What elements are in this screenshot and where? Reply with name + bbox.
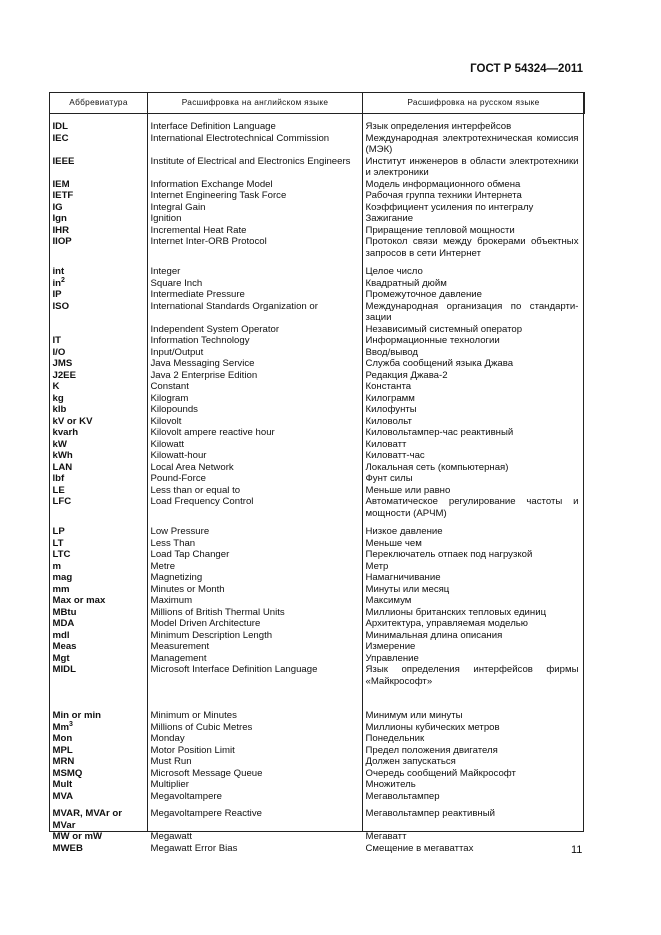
russian-cell: Меньше или равно <box>365 484 451 496</box>
table-row <box>50 427 585 439</box>
russian-cell: Служба сообщений языка Джава <box>365 358 514 369</box>
russian-cell: Рабочая группа техники Интернета <box>365 190 522 201</box>
english-cell: Microsoft Message Queue <box>150 767 263 779</box>
russian-cell: Максимум <box>365 595 412 606</box>
table-row <box>50 831 585 843</box>
table-row <box>50 114 585 133</box>
superscript: 2 <box>61 276 65 284</box>
russian-cell: Киловатт-час <box>365 450 425 461</box>
russian-cell: Зажигание <box>365 213 414 224</box>
abbreviation-cell: MBtu <box>52 606 77 618</box>
english-cell: Less than or equal to <box>150 484 241 496</box>
russian-cell: Язык определения интерфейсов <box>365 121 512 132</box>
table-row <box>50 450 585 462</box>
abbreviation-cell: mdl <box>52 629 70 641</box>
english-cell: Kilovolt <box>150 415 182 427</box>
abbreviation-cell: IEC <box>52 132 69 144</box>
abbreviation-cell: kg <box>52 392 64 404</box>
russian-cell: Киловольт <box>365 415 412 427</box>
table-row <box>50 156 585 179</box>
russian-cell: Множитель <box>365 779 416 790</box>
abbreviation-cell: IIOP <box>52 236 72 247</box>
russian-cell: Язык определения интерфейсов фирмы «Майкрософт» <box>365 664 579 687</box>
english-cell: Square Inch <box>150 277 203 289</box>
english-cell: Kilowatt-hour <box>150 450 207 461</box>
abbreviation-cell: I/O <box>52 346 66 358</box>
table-row <box>50 653 585 665</box>
russian-cell: Должен запускаться <box>365 756 456 767</box>
english-cell: Kilopounds <box>150 404 198 415</box>
russian-cell: Меньше чем <box>365 537 422 549</box>
abbreviation-cell: Min or min <box>52 710 101 721</box>
abbreviation-cell: mm <box>52 583 70 595</box>
english-cell: Ignition <box>150 213 182 224</box>
english-cell: Intermediate Pressure <box>150 289 245 300</box>
table-row <box>50 485 585 497</box>
abbreviation-cell: IHR <box>52 224 70 236</box>
table-row <box>50 561 585 573</box>
table-row <box>50 347 585 359</box>
russian-cell: Коэффициент усиления по интегралу <box>365 201 534 213</box>
abbreviation-cell: K <box>52 381 60 392</box>
abbreviation-cell: JMS <box>52 358 73 369</box>
english-cell: Load Tap Changer <box>150 549 230 560</box>
russian-cell: Минуты или месяц <box>365 583 450 595</box>
russian-cell: Очередь сообщений Майкрософт <box>365 767 516 779</box>
abbreviation-cell: kW <box>52 438 67 450</box>
russian-cell: Приращение тепловой мощности <box>365 224 515 236</box>
english-cell: Metre <box>150 560 176 572</box>
abbreviation-cell: MVAR, MVAr or MVar <box>52 808 122 831</box>
abbreviation-cell: LP <box>52 526 65 537</box>
page-number: 11 <box>571 844 583 856</box>
table-row <box>50 202 585 214</box>
english-cell: Millions of British Thermal Units <box>150 606 285 618</box>
abbreviation-cell: MIDL <box>52 664 76 675</box>
document-code: ГОСТ Р 54324—2011 <box>470 63 583 75</box>
table-row <box>50 549 585 561</box>
abbreviation-cell: Mgt <box>52 652 70 664</box>
russian-cell: Мегаватт <box>365 831 407 842</box>
abbreviation-cell: LAN <box>52 461 73 473</box>
table-row <box>50 519 585 538</box>
table-row <box>50 802 585 831</box>
abbreviation-cell: kvarh <box>52 427 79 438</box>
english-cell: Internet Engineering Task Force <box>150 190 287 201</box>
english-cell: Local Area Network <box>150 461 234 473</box>
table-row <box>50 301 585 324</box>
english-cell: Integer <box>150 266 181 277</box>
russian-cell: Понедельник <box>365 733 425 744</box>
table-row <box>50 190 585 202</box>
english-cell: Minimum Description Length <box>150 629 273 641</box>
table-row <box>50 538 585 550</box>
russian-cell: Килофунты <box>365 404 417 415</box>
table-row <box>50 618 585 630</box>
abbreviation-cell: Mm$^3$ <box>52 720 73 733</box>
table-row <box>50 416 585 428</box>
abbreviation-cell: MVA <box>52 790 74 802</box>
abbreviation-cell: IEM <box>52 178 70 190</box>
abbreviation-cell: IETF <box>52 190 74 201</box>
russian-cell: Промежуточное давление <box>365 289 482 300</box>
english-cell: Integral Gain <box>150 201 206 213</box>
russian-cell: Международная электротехническая комиссия (МЭК) <box>365 132 579 155</box>
table-row <box>50 133 585 156</box>
abbreviation-cell: MSMQ <box>52 767 83 779</box>
superscript: 3 <box>69 720 73 728</box>
column-header-english: Расшифровка на английском языке <box>148 93 363 114</box>
russian-cell: Институт инженеров в области электротехники и электроники <box>365 155 579 178</box>
abbreviation-cell: int <box>52 266 65 277</box>
russian-cell: Независимый системный оператор <box>365 323 523 335</box>
english-cell: Information Exchange Model <box>150 178 273 190</box>
abbreviation-cell: kV or KV <box>52 415 93 427</box>
english-cell: Maximum <box>150 595 193 606</box>
english-cell: Must Run <box>150 756 192 767</box>
english-cell: Constant <box>150 381 189 392</box>
russian-cell: Переключатель отпаек под нагрузкой <box>365 549 533 560</box>
table-row <box>50 439 585 451</box>
abbreviation-cell: MDA <box>52 618 75 629</box>
russian-cell: Локальная сеть (компьютерная) <box>365 461 509 473</box>
table-header-row <box>50 93 585 114</box>
table-row <box>50 473 585 485</box>
english-cell: Kilovolt ampere reactive hour <box>150 427 275 438</box>
english-cell: Megavoltampere Reactive <box>150 808 262 819</box>
table-row <box>50 572 585 584</box>
abbreviation-cell: $in^2$ <box>52 276 65 289</box>
table-row <box>50 595 585 607</box>
abbreviation-cell: ISO <box>52 300 70 312</box>
abbreviation-cell: MWEB <box>52 842 83 854</box>
abbreviation-cell: mag <box>52 572 73 583</box>
abbreviation-cell: IT <box>52 335 62 346</box>
english-cell: Magnetizing <box>150 572 203 583</box>
english-cell: Independent System Operator <box>150 323 280 335</box>
abbreviation-cell: IG <box>52 201 63 213</box>
abbreviation-cell: Mon <box>52 733 73 744</box>
russian-cell: Намагничивание <box>365 572 441 583</box>
russian-cell: Управление <box>365 652 419 664</box>
russian-cell: Международная организация по стандартизации <box>365 300 579 323</box>
russian-cell: Квадратный дюйм <box>365 277 447 289</box>
english-cell: Input/Output <box>150 346 204 358</box>
english-cell: Model Driven Architecture <box>150 618 261 629</box>
russian-cell: Целое число <box>365 266 423 277</box>
table-row <box>50 630 585 642</box>
russian-cell: Измерение <box>365 641 416 652</box>
russian-cell: Мегавольтампер <box>365 790 440 802</box>
table-row <box>50 259 585 278</box>
english-cell: Megawatt Error Bias <box>150 842 238 854</box>
abbreviation-cell: J2EE <box>52 369 76 381</box>
english-cell: Low Pressure <box>150 526 210 537</box>
english-cell: Megawatt <box>150 831 193 842</box>
table-row <box>50 779 585 791</box>
english-cell: Java Messaging Service <box>150 358 255 369</box>
table-row <box>50 745 585 757</box>
russian-cell: Смещение в мегаваттах <box>365 842 474 854</box>
column-header-russian: Расшифровка на русском языке <box>363 93 585 114</box>
english-cell: Less Than <box>150 537 196 549</box>
abbreviation-cell: Mult <box>52 779 73 790</box>
table-row <box>50 843 585 855</box>
table-row <box>50 404 585 416</box>
russian-cell: Минимальная длина описания <box>365 629 503 641</box>
russian-cell: Минимум или минуты <box>365 710 463 721</box>
table-row <box>50 733 585 745</box>
abbreviation-cell: Max or max <box>52 595 106 606</box>
english-cell: Motor Position Limit <box>150 744 235 756</box>
table-row <box>50 289 585 301</box>
table-row <box>50 358 585 370</box>
english-cell: Kilogram <box>150 392 189 404</box>
table-row <box>50 179 585 191</box>
abbreviation-cell: LTC <box>52 549 71 560</box>
table-row <box>50 496 585 519</box>
english-cell: Information Technology <box>150 335 250 346</box>
table-row <box>50 213 585 225</box>
table-row <box>50 664 585 687</box>
english-cell: International Standards Organization or <box>150 300 318 312</box>
abbreviation-cell: MRN <box>52 756 75 767</box>
table-row <box>50 236 585 259</box>
abbreviation-cell: klb <box>52 404 67 415</box>
english-cell: Pound-Force <box>150 473 206 484</box>
russian-cell: Киловольтампер-час реактивный <box>365 427 514 438</box>
english-cell: Java 2 Enterprise Edition <box>150 369 258 381</box>
abbreviation-cell: lbf <box>52 473 65 484</box>
table-row <box>50 584 585 596</box>
russian-cell: Ввод/вывод <box>365 346 418 358</box>
table-row <box>50 722 585 734</box>
english-cell: Measurement <box>150 641 210 652</box>
abbreviation-cell: IP <box>52 289 62 300</box>
english-cell: Megavoltampere <box>150 790 222 802</box>
abbreviation-cell: Ign <box>52 213 67 224</box>
column-header-abbreviation: Аббревиатура <box>50 93 148 114</box>
russian-cell: Информационные технологии <box>365 335 500 346</box>
russian-cell: Миллионы британских тепловых единиц <box>365 606 547 618</box>
table-row <box>50 791 585 803</box>
english-cell: Interface Definition Language <box>150 121 276 132</box>
table-row <box>50 324 585 336</box>
table-row <box>50 393 585 405</box>
russian-cell: Метр <box>365 560 389 572</box>
table-row <box>50 768 585 780</box>
russian-cell: Модель информационного обмена <box>365 178 521 190</box>
abbreviations-table <box>49 92 585 854</box>
abbreviation-cell: Meas <box>52 641 77 652</box>
russian-cell: Фунт силы <box>365 473 413 484</box>
abbreviation-cell: LE <box>52 484 65 496</box>
abbreviation-cell: m <box>52 560 62 572</box>
english-cell: Monday <box>150 733 185 744</box>
russian-cell: Редакция Джава-2 <box>365 369 448 381</box>
table-row <box>50 687 585 722</box>
table-row <box>50 462 585 474</box>
abbreviation-cell: MPL <box>52 744 73 756</box>
abbreviation-cell: LFC <box>52 496 72 507</box>
table-row <box>50 607 585 619</box>
abbreviation-cell: IDL <box>52 121 68 132</box>
english-cell: Kilowatt <box>150 438 185 450</box>
russian-cell: Мегавольтампер реактивный <box>365 808 495 819</box>
english-cell: Minimum or Minutes <box>150 710 237 721</box>
russian-cell: Килограмм <box>365 392 415 404</box>
russian-cell: Автоматическое регулирование частоты и мощности (АРЧМ) <box>365 496 579 519</box>
english-cell: Incremental Heat Rate <box>150 224 247 236</box>
abbreviation-cell <box>50 324 148 336</box>
abbreviation-cell: IEEE <box>52 155 75 167</box>
table-row <box>50 370 585 382</box>
table-row <box>50 641 585 653</box>
english-cell: Minutes or Month <box>150 583 225 595</box>
english-cell: Internet Inter-ORB Protocol <box>150 236 267 247</box>
english-cell: Load Frequency Control <box>150 496 254 507</box>
russian-cell: Низкое давление <box>365 526 443 537</box>
table-row <box>50 381 585 393</box>
english-cell: Management <box>150 652 207 664</box>
abbreviation-cell: MW or mW <box>52 831 103 842</box>
russian-cell: Киловатт <box>365 438 407 450</box>
english-cell: Multiplier <box>150 779 189 790</box>
russian-cell: Миллионы кубических метров <box>365 721 500 733</box>
english-cell: International Electrotechnical Commission <box>150 132 330 144</box>
english-cell: Millions of Cubic Metres <box>150 721 253 733</box>
table-row <box>50 756 585 768</box>
abbreviation-cell: kWh <box>52 450 73 461</box>
english-cell: Microsoft Interface Definition Language <box>150 664 318 675</box>
russian-cell: Константа <box>365 381 412 392</box>
russian-cell: Архитектура, управляемая моделью <box>365 618 528 629</box>
abbreviation-cell: LT <box>52 537 64 549</box>
russian-cell: Протокол связи между брокерами объектных запросов в сети Интернет <box>365 236 579 259</box>
english-cell: Institute of Electrical and Electronics Engineers <box>150 155 351 167</box>
russian-cell: Предел положения двигателя <box>365 744 498 756</box>
table-row <box>50 335 585 347</box>
table-row <box>50 278 585 290</box>
table-row <box>50 225 585 237</box>
